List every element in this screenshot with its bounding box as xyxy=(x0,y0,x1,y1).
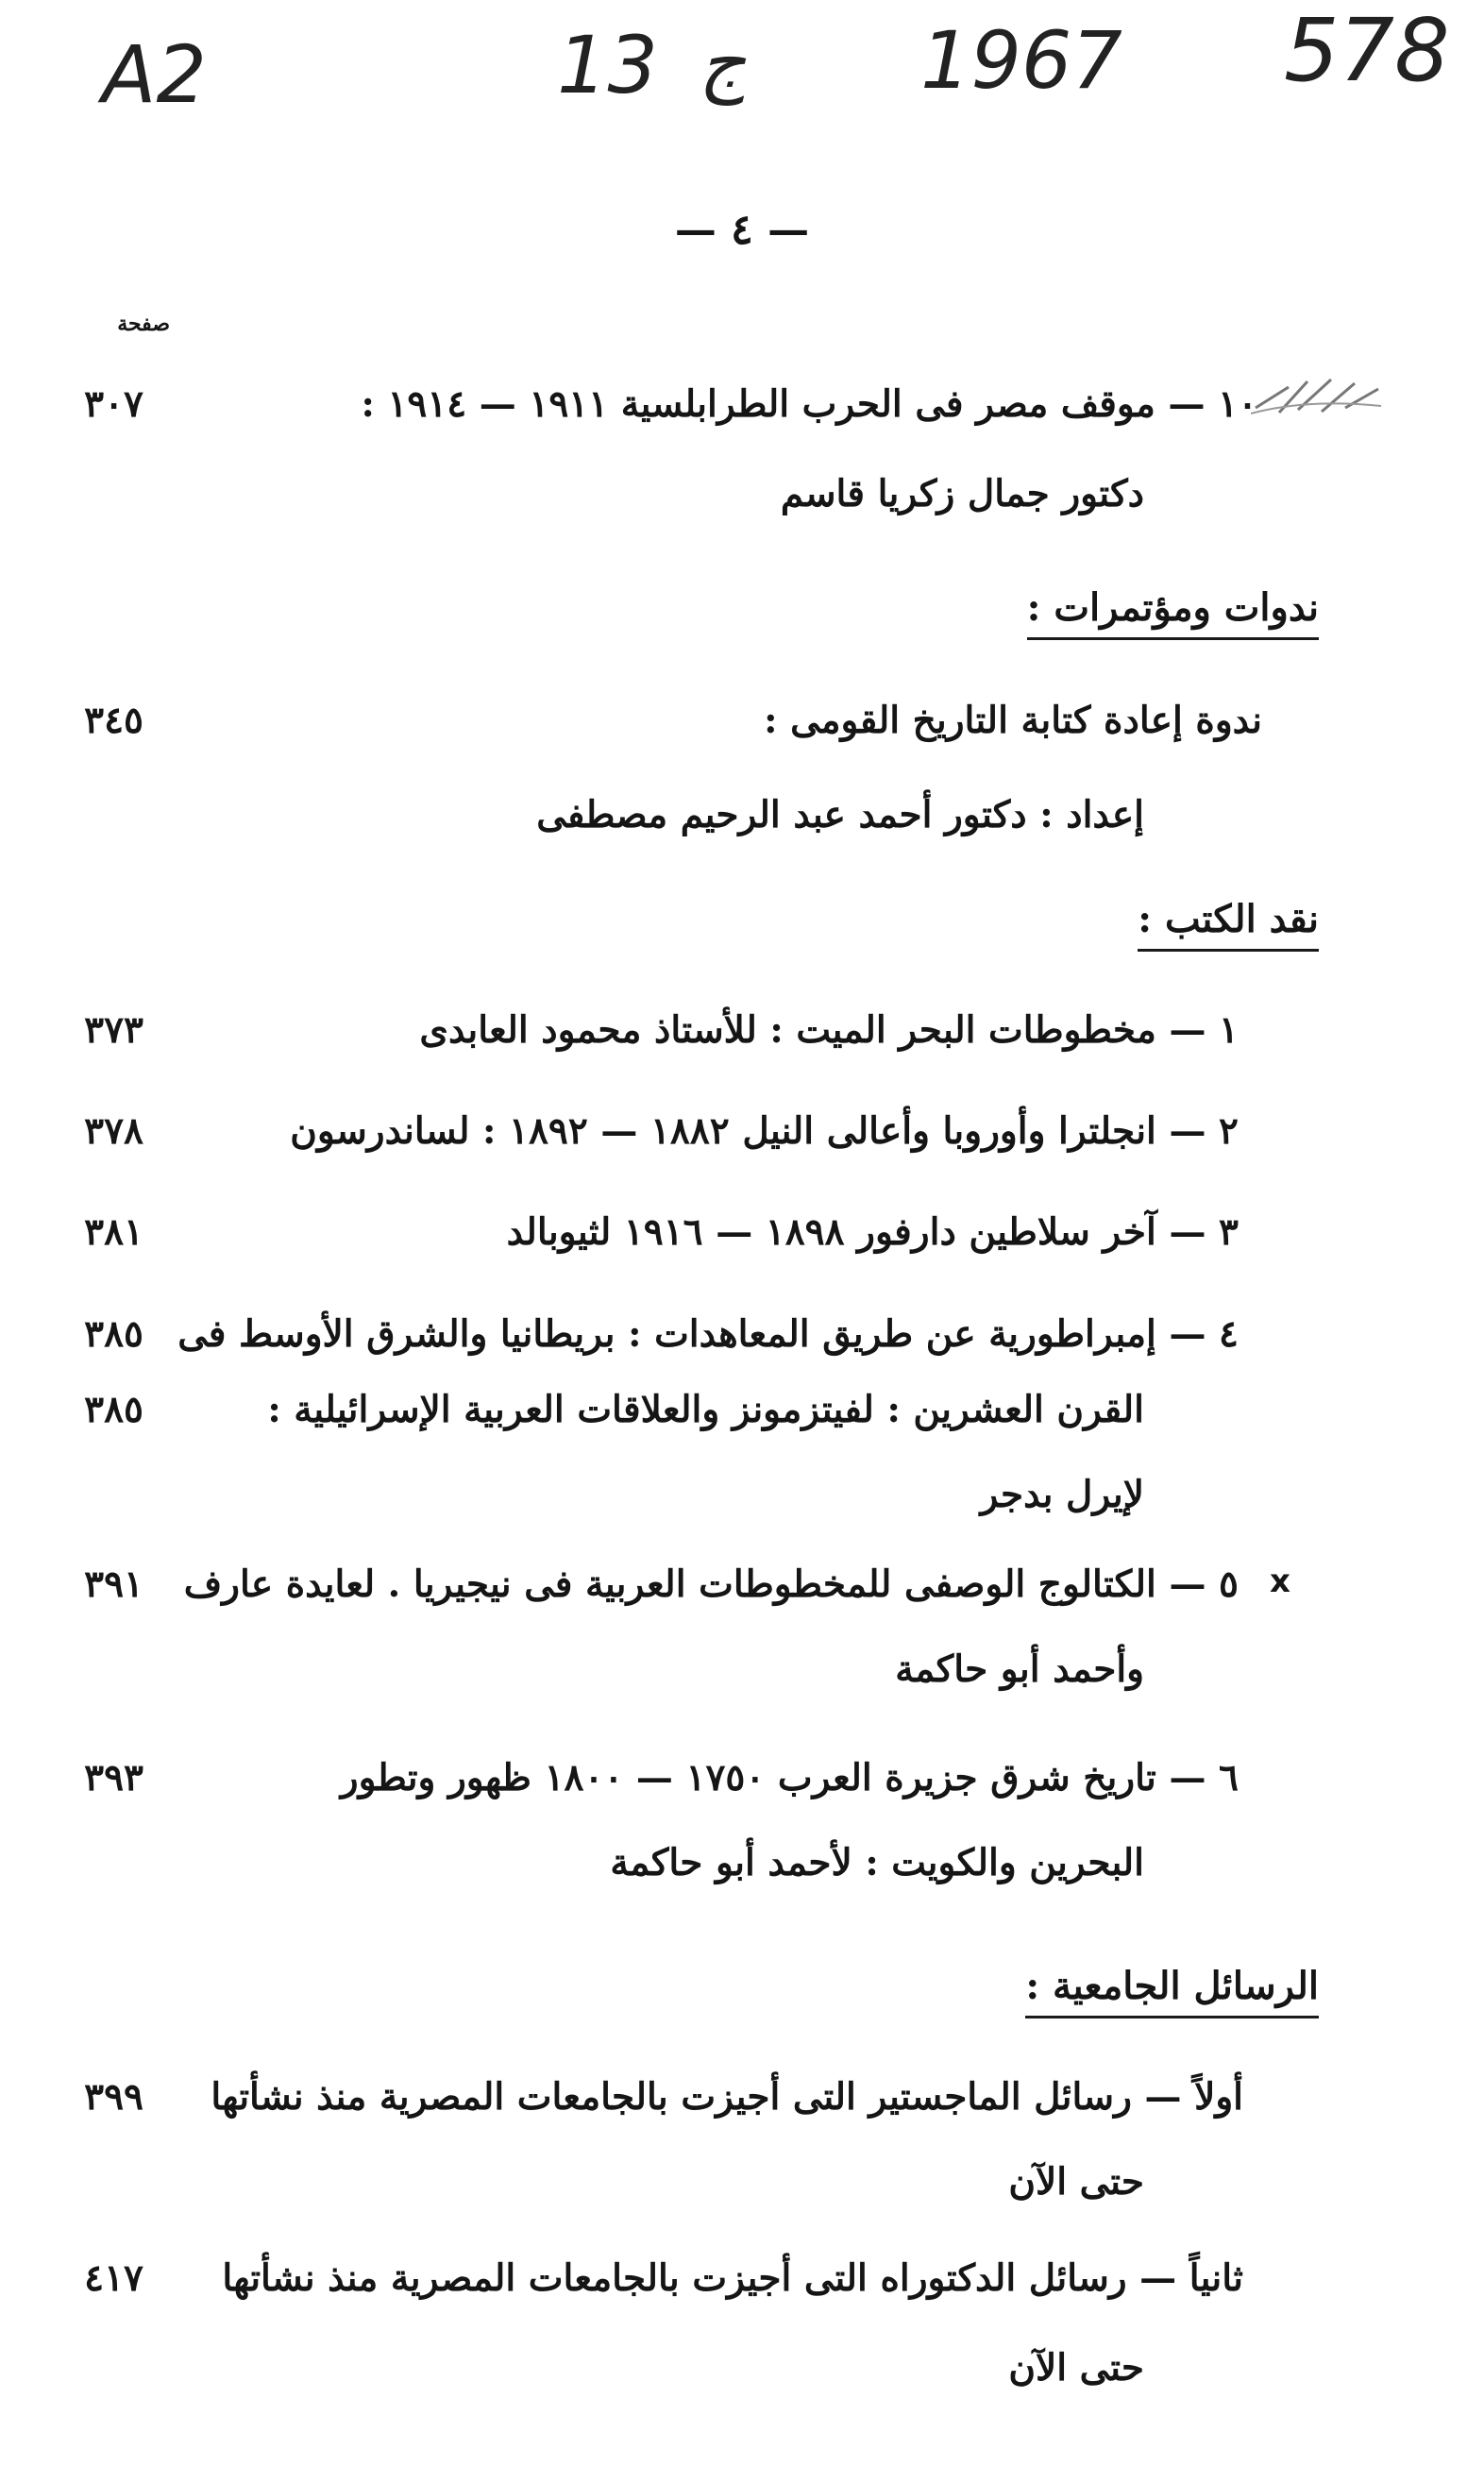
toc-page-385-a: ٣٨٥ xyxy=(84,1312,143,1356)
toc-page-385-b: ٣٨٥ xyxy=(84,1388,143,1431)
section-heading-theses: الرسائل الجامعية : xyxy=(1025,1964,1319,2018)
scribble-mark xyxy=(1251,370,1383,427)
page-column-label: صفحة xyxy=(117,312,170,336)
page-number: — ٤ — xyxy=(674,206,810,254)
toc-entry-masters: أولاً — رسائل الماجستير التى أجيزت بالجامعات المصرية منذ نشأتها xyxy=(211,2075,1243,2119)
handwritten-month: ج xyxy=(699,21,747,106)
handwritten-year: 1967 xyxy=(920,14,1122,107)
toc-entry-symposium: ندوة إعادة كتابة التاريخ القومى : xyxy=(764,699,1262,742)
toc-entry-review-5-author: وأحمد أبو حاكمة xyxy=(895,1647,1144,1691)
handwritten-day: 13 xyxy=(557,19,658,111)
section-heading-conferences: ندوات ومؤتمرات : xyxy=(1027,585,1319,640)
toc-page-393: ٣٩٣ xyxy=(84,1756,143,1799)
toc-page-399: ٣٩٩ xyxy=(84,2075,143,2119)
toc-entry-symposium-author: إعداد : دكتور أحمد عبد الرحيم مصطفى xyxy=(536,793,1144,836)
handwritten-number: 578 xyxy=(1284,0,1450,101)
toc-entry-review-5: ٥ — الكتالوج الوصفى للمخطوطات العربية فى نيجيريا . لعايدة عارف xyxy=(183,1562,1239,1606)
toc-page-307: ٣٠٧ xyxy=(84,382,143,426)
section-heading-book-reviews: نقد الكتب : xyxy=(1138,897,1319,952)
toc-entry-review-1: ١ — مخطوطات البحر الميت : للأستاذ محمود العابدى xyxy=(419,1008,1239,1052)
toc-entry-review-6: ٦ — تاريخ شرق جزيرة العرب ١٧٥٠ — ١٨٠٠ ظهور وتطور xyxy=(340,1756,1239,1799)
toc-entry-doctorate: ثانياً — رسائل الدكتوراه التى أجيزت بالجامعات المصرية منذ نشأتها xyxy=(222,2256,1243,2300)
toc-entry-review-6-author: البحرين والكويت : لأحمد أبو حاكمة xyxy=(610,1841,1144,1884)
toc-entry-review-4-cont: القرن العشرين : لفيتزمونز والعلاقات العربية الإسرائيلية : xyxy=(267,1388,1144,1431)
toc-page-381: ٣٨١ xyxy=(84,1210,143,1254)
toc-entry-masters-cont: حتى الآن xyxy=(1008,2160,1144,2204)
toc-page-417: ٤١٧ xyxy=(84,2256,143,2300)
toc-entry-doctorate-cont: حتى الآن xyxy=(1008,2346,1144,2390)
handwritten-code: A2 xyxy=(102,28,207,121)
toc-entry-10: ١٠ — موقف مصر فى الحرب الطرابلسية ١٩١١ — ١٩١٤ : xyxy=(361,382,1257,426)
toc-page-378: ٣٧٨ xyxy=(84,1109,143,1153)
toc-page-391: ٣٩١ xyxy=(84,1562,143,1606)
toc-entry-review-4: ٤ — إمبراطورية عن طريق المعاهدات : بريطانيا والشرق الأوسط فى xyxy=(177,1312,1239,1356)
toc-entry-review-3: ٣ — آخر سلاطين دارفور ١٨٩٨ — ١٩١٦ لثيوبالد xyxy=(506,1210,1239,1254)
toc-entry-review-2: ٢ — انجلترا وأوروبا وأعالى النيل ١٨٨٢ — ١٨٩٢ : لساندرسون xyxy=(290,1109,1239,1153)
toc-entry-10-author: دكتور جمال زكريا قاسم xyxy=(780,472,1144,515)
toc-page-345: ٣٤٥ xyxy=(84,699,143,742)
margin-x-mark: x xyxy=(1270,1562,1290,1600)
toc-entry-review-4-author: لإيرل بدجر xyxy=(980,1473,1144,1516)
toc-page-373: ٣٧٣ xyxy=(84,1008,143,1052)
